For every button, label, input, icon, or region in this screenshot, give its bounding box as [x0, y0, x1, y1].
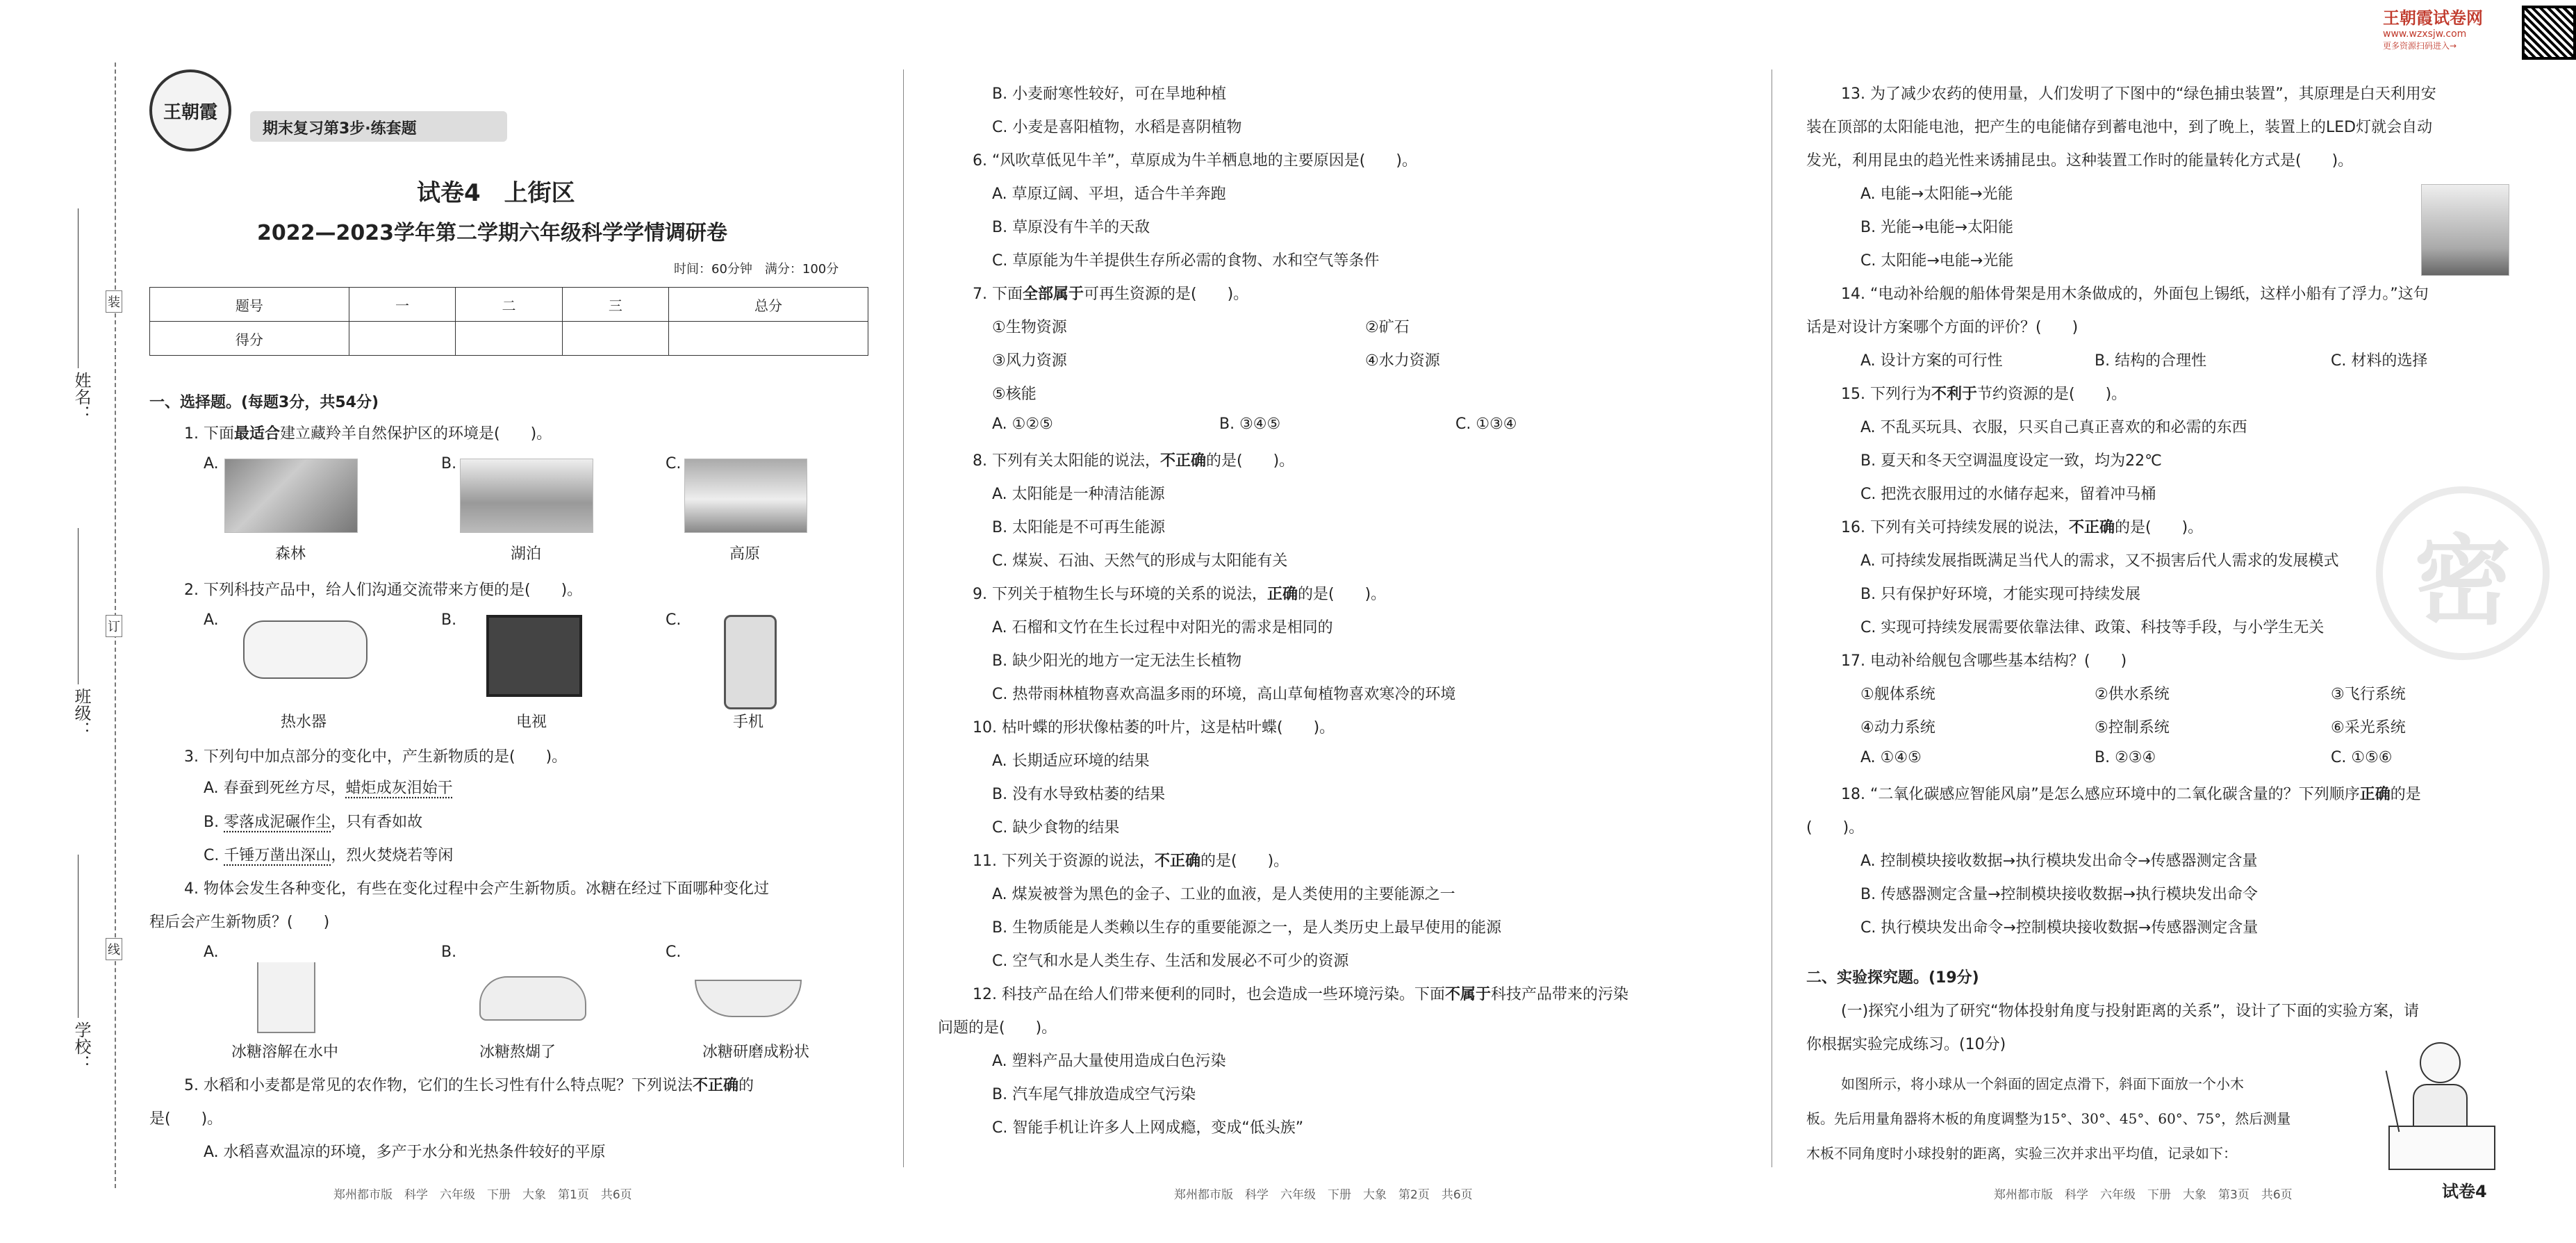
experiment-line-1: (一)探究小组为了研究“物体投射角度与投射距离的关系”，设计了下面的实验方案，请: [1841, 1003, 2419, 1020]
section-2-heading: 二、实验探究题。(19分): [1806, 969, 1979, 987]
q12-emphasis: 不属于: [1444, 986, 1491, 1003]
question-3: 3. 下列句中加点部分的变化中，产生新物质的是( )。: [184, 748, 568, 766]
q12-text: 12. 科技产品在给人们带来便利的同时，也会造成一些环境污染。下面: [973, 986, 1445, 1003]
score-row-label: 得分: [150, 322, 349, 356]
page-1: [0, 0, 903, 1243]
q2-caption-b: 电视: [515, 714, 547, 731]
water-heater-image: [243, 620, 368, 679]
q18-text: 18. “二氧化碳感应智能风扇”是怎么感应环境中的二氧化碳含量的？下列顺序: [1841, 786, 2360, 803]
question-9: [973, 582, 1386, 604]
question-11: [973, 849, 1289, 871]
q6-option-c[interactable]: C. 草原能为牛羊提供生存所必需的食物、水和空气等条件: [992, 252, 1380, 270]
q5-emphasis: 不正确: [693, 1077, 739, 1094]
q9-text-end: 的是( )。: [1298, 586, 1387, 603]
q4-option-c[interactable]: C.: [666, 944, 682, 961]
q17-item: ①舰体系统: [1860, 686, 1935, 703]
q16-emphasis: 不正确: [2068, 519, 2115, 536]
q10-option-a[interactable]: A. 长期适应环境的结果: [992, 752, 1150, 770]
insect-trap-image: [2421, 184, 2509, 276]
q16-text: 16. 下列有关可持续发展的说法，: [1841, 519, 2069, 536]
q17-option-b[interactable]: B. ②③④: [2095, 749, 2156, 766]
q18-option-a[interactable]: A. 控制模块接收数据→执行模块发出命令→传感器测定含量: [1860, 853, 2258, 870]
score-cell[interactable]: [669, 322, 868, 356]
q17-item: ⑤控制系统: [2095, 719, 2170, 736]
q11-option-a[interactable]: A. 煤炭被誉为黑色的金子、工业的血液，是人类使用的主要能源之一: [992, 886, 1455, 903]
q3-option-b[interactable]: [204, 810, 422, 832]
q3-b-suffix: ，只有香如故: [331, 814, 423, 831]
q6-option-b[interactable]: B. 草原没有牛羊的天敌: [992, 219, 1150, 236]
q14-option-a[interactable]: A. 设计方案的可行性: [1860, 352, 2003, 370]
q12-option-c[interactable]: C. 智能手机让许多人上网成瘾，变成“低头族”: [992, 1119, 1304, 1137]
question-13-line-1: 13. 为了减少农药的使用量，人们发明了下图中的“绿色捕虫装置”，其原理是白天利用安: [1841, 85, 2436, 103]
brand-url: www.wzxsjw.com: [2383, 28, 2467, 40]
q13-option-c[interactable]: C. 太阳能→电能→光能: [1860, 252, 2014, 270]
q8-option-c[interactable]: C. 煤炭、石油、天然气的形成与太阳能有关: [992, 552, 1288, 570]
question-5-line-1: [184, 1073, 754, 1095]
paper-title: 试卷4 上街区: [417, 179, 575, 207]
paper-tag-text: 试卷4: [2442, 1182, 2487, 1201]
q3-c-suffix: ，烈火焚烧若等闲: [331, 847, 454, 864]
q2-option-b[interactable]: B.: [441, 611, 457, 629]
q3-a-prefix: A. 春蚕到死丝方尽，: [204, 780, 346, 797]
brand-tagline: 更多资源扫码进入→: [2383, 41, 2457, 51]
page-2: [903, 0, 1772, 1243]
q17-option-a[interactable]: A. ①④⑤: [1860, 749, 1922, 766]
page-3: [1772, 0, 2576, 1243]
q4-caption-c: 冰糖研磨成粉状: [702, 1044, 809, 1061]
q3-a-dotted: 蜡炬成灰泪始干: [345, 780, 453, 797]
time-info: 时间：60分钟 满分：100分: [674, 262, 839, 277]
q13-option-b[interactable]: B. 光能→电能→太阳能: [1860, 219, 2013, 236]
sugar-dissolve-image: [257, 962, 315, 1033]
forest-image: [224, 459, 358, 533]
q9-option-a[interactable]: A. 石榴和文竹在生长过程中对阳光的需求是相同的: [992, 619, 1333, 636]
q1-option-c[interactable]: C.: [666, 455, 682, 472]
q8-option-a[interactable]: A. 太阳能是一种清洁能源: [992, 486, 1165, 503]
q14-option-c[interactable]: C. 材料的选择: [2331, 352, 2428, 370]
experiment-line-2: 你根据实验完成练习。(10分): [1806, 1036, 2006, 1053]
q1-text: 1. 下面: [184, 425, 234, 443]
q15-option-b[interactable]: B. 夏天和冬天空调温度设定一致，均为22℃: [1860, 452, 2162, 470]
q2-option-a[interactable]: A.: [204, 611, 219, 629]
q7-item: ⑤核能: [992, 386, 1037, 403]
watermark-seal: [2376, 486, 2550, 660]
q1-option-b[interactable]: B.: [441, 455, 457, 472]
q7-option-c[interactable]: C. ①③④: [1455, 415, 1517, 433]
q3-b-prefix: B.: [204, 814, 224, 831]
qr-code-icon[interactable]: [2522, 6, 2576, 60]
q1-caption-b: 湖泊: [510, 545, 541, 563]
q17-item: ②供水系统: [2095, 686, 2170, 703]
question-5-line-2: 是( )。: [149, 1110, 223, 1128]
question-12-line-2: 问题的是( )。: [938, 1019, 1057, 1037]
q11-emphasis: 不正确: [1154, 853, 1200, 870]
question-1: [184, 422, 552, 443]
experiment-line-5: 木板不同角度时小球投射的距离，实验三次并求出平均值，记录如下：: [1806, 1145, 2237, 1162]
school-label: 学校：: [72, 1021, 91, 1071]
q7-option-a[interactable]: A. ①②⑤: [992, 415, 1053, 433]
name-label: 姓名：: [72, 372, 91, 422]
q13-option-a[interactable]: A. 电能→太阳能→光能: [1860, 186, 2013, 203]
q9-emphasis: 正确: [1267, 586, 1298, 603]
student-illustration: [2388, 1035, 2493, 1167]
q15-text: 15. 下列行为: [1841, 386, 1931, 403]
class-label: 班级：: [72, 688, 91, 738]
q10-option-b[interactable]: B. 没有水导致枯萎的结果: [992, 786, 1166, 803]
q4-option-a[interactable]: A.: [204, 944, 219, 961]
question-4-line-1: 4. 物体会发生各种变化，有些在变化过程中会产生新物质。冰糖在经过下面哪种变化过: [184, 880, 769, 898]
q10-option-c[interactable]: C. 缺少食物的结果: [992, 819, 1120, 837]
brand-block: [2383, 4, 2483, 51]
q4-option-b[interactable]: B.: [441, 944, 457, 961]
q7-text-end: 可再生资源的是( )。: [1084, 286, 1249, 303]
q1-caption-c: 高原: [729, 545, 760, 563]
score-header: 题号: [150, 288, 349, 322]
q4-caption-b: 冰糖熬煳了: [479, 1044, 556, 1061]
tv-image: [486, 615, 582, 697]
sugar-burn-image: [479, 976, 586, 1021]
q14-option-b[interactable]: B. 结构的合理性: [2095, 352, 2207, 370]
page-2-footer: 郑州都市版 科学 六年级 下册 大象 第2页 共6页: [1174, 1188, 1473, 1202]
q11-option-b[interactable]: B. 生物质能是人类赖以生存的重要能源之一，是人类历史上最早使用的能源: [992, 919, 1502, 937]
q7-option-b[interactable]: B. ③④⑤: [1219, 415, 1281, 433]
q3-c-prefix: C.: [204, 847, 224, 864]
plateau-image: [684, 459, 807, 533]
q18-option-c[interactable]: C. 执行模块发出命令→控制模块接收数据→传感器测定含量: [1860, 919, 2259, 937]
q1-option-a[interactable]: A.: [204, 455, 219, 472]
q9-option-b[interactable]: B. 缺少阳光的地方一定无法生长植物: [992, 652, 1242, 670]
q17-item: ③飞行系统: [2331, 686, 2406, 703]
q17-option-c[interactable]: C. ①⑤⑥: [2331, 749, 2393, 766]
question-7: [973, 282, 1248, 304]
q7-emphasis: 全部属于: [1022, 286, 1084, 303]
watermark-text: 密: [2413, 525, 2511, 639]
experiment-line-3: 如图所示，将小球从一个斜面的固定点滑下，斜面下面放一个小木: [1841, 1076, 2244, 1092]
score-header: 总分: [669, 288, 868, 322]
question-14-line-1: 14. “电动补给舰的船体骨架是用木条做成的，外面包上锡纸，这样小船有了浮力。”这句: [1841, 286, 2429, 303]
q15-text-end: 节约资源的是( )。: [1977, 386, 2127, 403]
q15-emphasis: 不利于: [1931, 386, 1977, 403]
q7-item: ②矿石: [1365, 319, 1410, 336]
q18-option-b[interactable]: B. 传感器测定含量→控制模块接收数据→执行模块发出命令: [1860, 886, 2258, 903]
question-18-line-2: ( )。: [1806, 819, 1865, 837]
question-17: 17. 电动补给舰包含哪些基本结构？( ): [1841, 652, 2127, 670]
question-10: 10. 枯叶蝶的形状像枯萎的叶片，这是枯叶蝶( )。: [973, 719, 1335, 736]
q8-text: 8. 下列有关太阳能的说法，: [973, 452, 1160, 470]
question-15: [1841, 382, 2127, 404]
q3-option-a[interactable]: [204, 776, 453, 798]
q1-text-end: 建立藏羚羊自然保护区的环境是( )。: [280, 425, 552, 443]
q1-emphasis: 最适合: [233, 425, 280, 443]
q16-option-a[interactable]: A. 可持续发展指既满足当代人的需求，又不损害后代人需求的发展模式: [1860, 552, 2339, 570]
q12-text-end: 科技产品带来的污染: [1491, 986, 1629, 1003]
q16-text-end: 的是( )。: [2115, 519, 2204, 536]
question-4-line-2: 程后会产生新物质？( ): [149, 914, 330, 931]
q17-item: ④动力系统: [1860, 719, 1935, 736]
q15-option-a[interactable]: A. 不乱买玩具、衣服，只买自己真正喜欢的和必需的东西: [1860, 419, 2247, 436]
question-16: [1841, 516, 2203, 537]
score-cell[interactable]: [562, 322, 668, 356]
q5-option-a[interactable]: A. 水稻喜欢温凉的环境，多产于水分和光热条件较好的平原: [204, 1144, 606, 1161]
q5-option-c[interactable]: C. 小麦是喜阳植物，水稻是喜阴植物: [992, 119, 1242, 136]
question-8: [973, 449, 1294, 470]
question-6: 6. “风吹草低见牛羊”，草原成为牛羊栖息地的主要原因是( )。: [973, 152, 1417, 170]
q7-item: ④水力资源: [1365, 352, 1440, 370]
q1-caption-a: 森林: [274, 545, 306, 563]
score-header: 三: [562, 288, 668, 322]
question-18-line-1: [1841, 782, 2421, 804]
binding-mark-2: 订: [106, 615, 122, 637]
q8-emphasis: 不正确: [1159, 452, 1206, 470]
q5-option-b[interactable]: B. 小麦耐寒性较好，可在旱地种植: [992, 85, 1227, 103]
score-cell[interactable]: [349, 322, 455, 356]
q5-text-end: 的: [738, 1077, 754, 1094]
question-13-line-3: 发光，利用昆虫的趋光性来诱捕昆虫。这种装置工作时的能量转化方式是( )。: [1806, 152, 2354, 170]
q5-text: 5. 水稻和小麦都是常见的农作物，它们的生长习性有什么特点呢？下列说法: [184, 1077, 693, 1094]
score-table: [149, 287, 868, 356]
brand-site: 王朝霞试卷网: [2383, 8, 2483, 28]
q3-b-dotted: 零落成泥碾作尘: [224, 814, 331, 831]
question-14-line-2: 话是对设计方案哪个方面的评价？( ): [1806, 319, 2079, 336]
q2-caption-a: 热水器: [280, 714, 327, 731]
page-3-footer: 郑州都市版 科学 六年级 下册 大象 第3页 共6页: [1994, 1188, 2293, 1202]
q2-option-c[interactable]: C.: [666, 611, 682, 629]
q4-caption-a: 冰糖溶解在水中: [231, 1044, 338, 1061]
q6-option-a[interactable]: A. 草原辽阔、平坦，适合牛羊奔跑: [992, 186, 1226, 203]
question-12-line-1: [973, 982, 1628, 1004]
step-banner: [250, 111, 507, 142]
q8-text-end: 的是( )。: [1206, 452, 1295, 470]
q7-item: ①生物资源: [992, 319, 1067, 336]
question-13-line-2: 装在顶部的太阳能电池，把产生的电能储存到蓄电池中，到了晚上，装置上的LED灯就会自动: [1806, 119, 2433, 136]
step-banner-text: 期末复习第3步·练套题: [263, 120, 417, 138]
experiment-line-4: 板。先后用量角器将木板的角度调整为15°、30°、45°、60°、75°，然后测量: [1806, 1110, 2291, 1127]
lake-image: [460, 459, 593, 533]
q3-option-c[interactable]: [204, 843, 453, 865]
q9-text: 9. 下列关于植物生长与环境的关系的说法，: [973, 586, 1267, 603]
q17-item: ⑥采光系统: [2331, 719, 2406, 736]
paper-tag: [2442, 1178, 2487, 1202]
paper-subtitle: 2022—2023学年第二学期六年级科学学情调研卷: [257, 221, 727, 245]
binding-mark-1: 装: [106, 290, 122, 313]
score-header: 二: [456, 288, 562, 322]
q8-option-b[interactable]: B. 太阳能是不可再生能源: [992, 519, 1166, 536]
sugar-grind-image: [695, 980, 802, 1017]
q11-text: 11. 下列关于资源的说法，: [973, 853, 1155, 870]
q7-text: 7. 下面: [973, 286, 1023, 303]
logo-text: 王朝霞: [163, 101, 217, 123]
question-2: 2. 下列科技产品中，给人们沟通交流带来方便的是( )。: [184, 582, 583, 599]
q18-text-end: 的是: [2390, 786, 2421, 803]
q11-text-end: 的是( )。: [1200, 853, 1289, 870]
q12-option-a[interactable]: A. 塑料产品大量使用造成白色污染: [992, 1053, 1226, 1070]
logo-badge: [149, 69, 231, 151]
q18-emphasis: 正确: [2359, 786, 2391, 803]
q12-option-b[interactable]: B. 汽车尾气排放造成空气污染: [992, 1086, 1196, 1103]
q2-caption-c: 手机: [732, 714, 763, 731]
q16-option-c[interactable]: C. 实现可持续发展需要依靠法律、政策、科技等手段，与小学生无关: [1860, 619, 2325, 636]
q7-item: ③风力资源: [992, 352, 1067, 370]
phone-image: [724, 615, 777, 709]
q9-option-c[interactable]: C. 热带雨林植物喜欢高温多雨的环境，高山草甸植物喜欢寒冷的环境: [992, 686, 1456, 703]
section-1-heading: 一、选择题。(每题3分，共54分): [149, 394, 379, 411]
binding-mark-3: 线: [106, 938, 122, 960]
q3-c-dotted: 千锤万凿出深山: [224, 847, 331, 864]
page-1-footer: 郑州都市版 科学 六年级 下册 大象 第1页 共6页: [333, 1188, 632, 1202]
score-cell[interactable]: [456, 322, 562, 356]
q11-option-c[interactable]: C. 空气和水是人类生存、生活和发展必不可少的资源: [992, 953, 1349, 970]
q16-option-b[interactable]: B. 只有保护好环境，才能实现可持续发展: [1860, 586, 2141, 603]
score-header: 一: [349, 288, 455, 322]
q15-option-c[interactable]: C. 把洗衣服用过的水储存起来，留着冲马桶: [1860, 486, 2156, 503]
